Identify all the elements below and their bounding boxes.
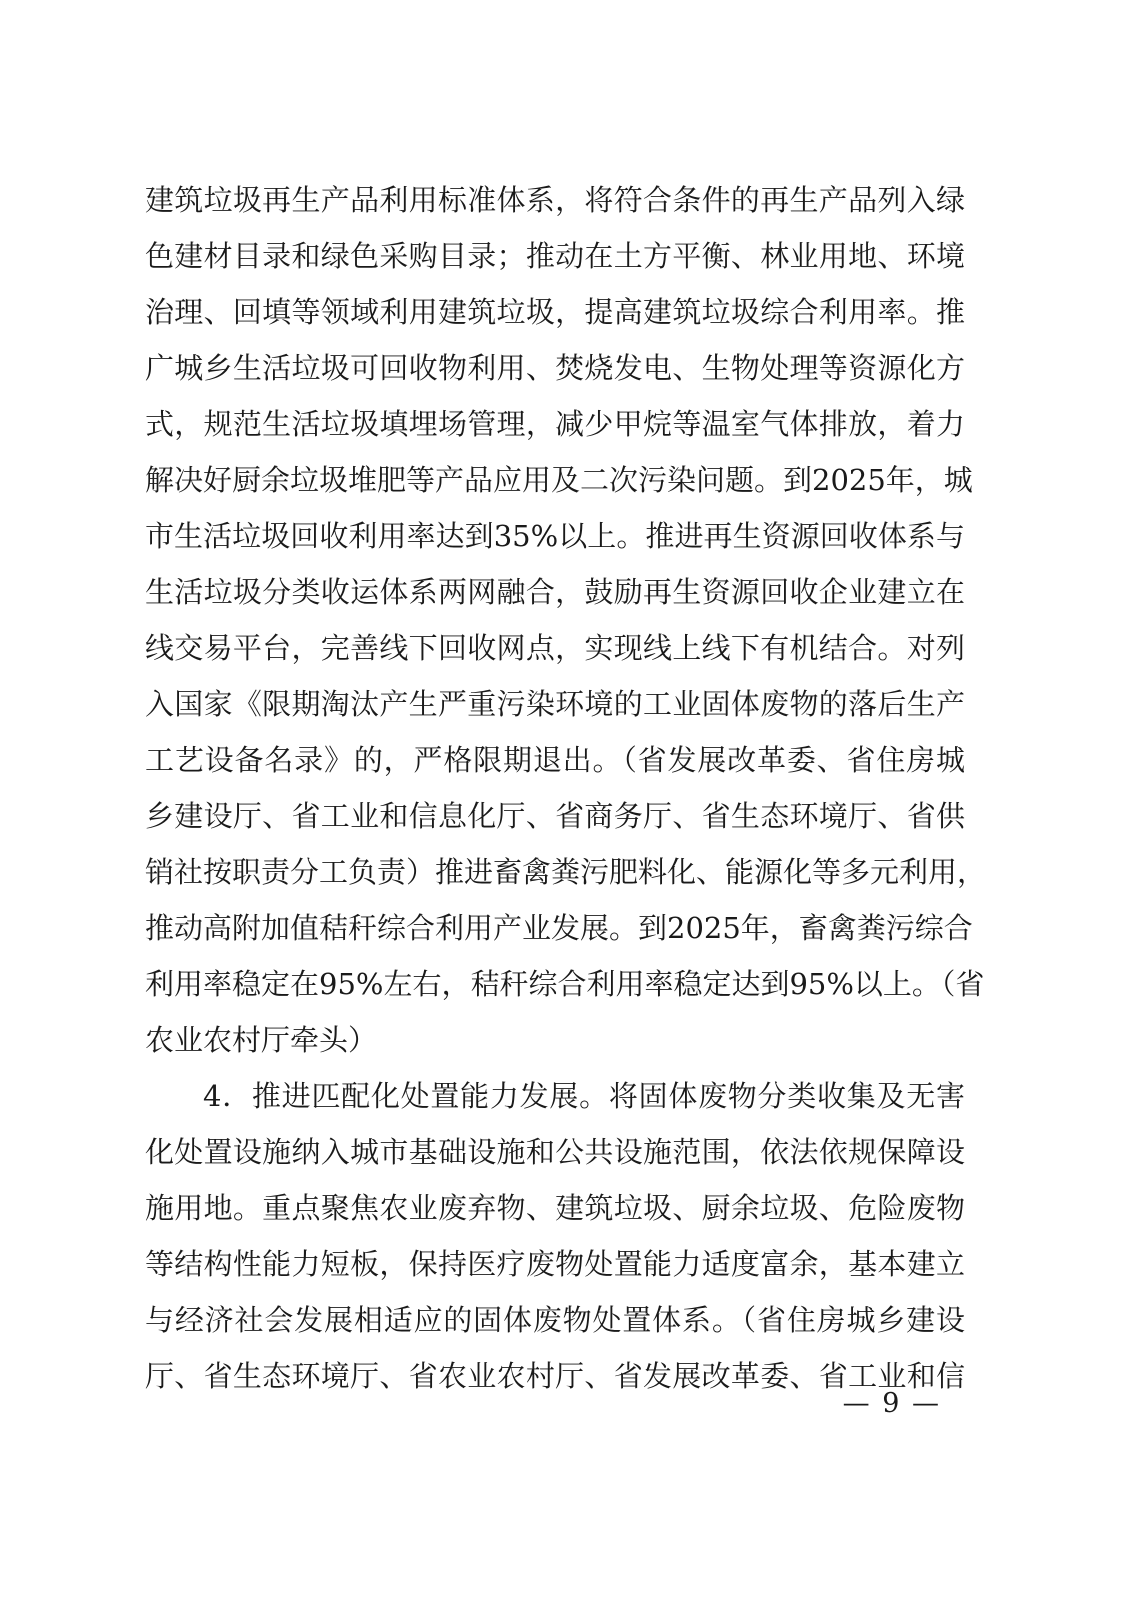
text-line: 工艺设备名录》的，严格限期退出。（省发展改革委、省住房城 [145, 743, 965, 777]
text-line: 广城乡生活垃圾可回收物利用、焚烧发电、生物处理等资源化方 [145, 351, 965, 385]
text-line: 式，规范生活垃圾填埋场管理，减少甲烷等温室气体排放，着力 [145, 407, 965, 441]
text-line: 等结构性能力短板，保持医疗废物处置能力适度富余，基本建立 [145, 1247, 965, 1281]
text-line: 色建材目录和绿色采购目录；推动在土方平衡、林业用地、环境 [145, 239, 965, 273]
text-line: 施用地。重点聚焦农业废弃物、建筑垃圾、厨余垃圾、危险废物 [145, 1191, 965, 1225]
paragraph-1 [145, 172, 987, 1068]
text-line: 入国家《限期淘汰产生严重污染环境的工业固体废物的落后生产 [145, 687, 965, 721]
body-text [145, 172, 987, 1404]
text-line: 线交易平台，完善线下回收网点，实现线上线下有机结合。对列 [145, 631, 965, 665]
text-line: 4．推进匹配化处置能力发展。将固体废物分类收集及无害 [203, 1079, 965, 1113]
text-line: 与经济社会发展相适应的固体废物处置体系。（省住房城乡建设 [145, 1303, 965, 1337]
text-line: 乡建设厅、省工业和信息化厅、省商务厅、省生态环境厅、省供 [145, 799, 965, 833]
text-line: 厅、省生态环境厅、省农业农村厅、省发展改革委、省工业和信 [145, 1359, 965, 1393]
text-line: 解决好厨余垃圾堆肥等产品应用及二次污染问题。到2025年，城 [145, 463, 973, 497]
text-line: 建筑垃圾再生产品利用标准体系，将符合条件的再生产品列入绿 [145, 183, 965, 217]
text-line: 销社按职责分工负责）推进畜禽粪污肥料化、能源化等多元利用， [145, 855, 987, 889]
text-line: 推动高附加值秸秆综合利用产业发展。到2025年，畜禽粪污综合 [145, 911, 973, 945]
page-number: — 9 — [842, 1388, 941, 1419]
text-line: 化处置设施纳入城市基础设施和公共设施范围，依法依规保障设 [145, 1135, 965, 1169]
text-line: 生活垃圾分类收运体系两网融合，鼓励再生资源回收企业建立在 [145, 575, 965, 609]
text-line: 利用率稳定在95%左右，秸秆综合利用率稳定达到95%以上。（省 [145, 967, 985, 1001]
text-line: 市生活垃圾回收利用率达到35%以上。推进再生资源回收体系与 [145, 519, 965, 553]
text-line: 农业农村厅牵头） [145, 1023, 378, 1057]
paragraph-2 [145, 1068, 965, 1404]
text-line: 治理、回填等领域利用建筑垃圾，提高建筑垃圾综合利用率。推 [145, 295, 965, 329]
